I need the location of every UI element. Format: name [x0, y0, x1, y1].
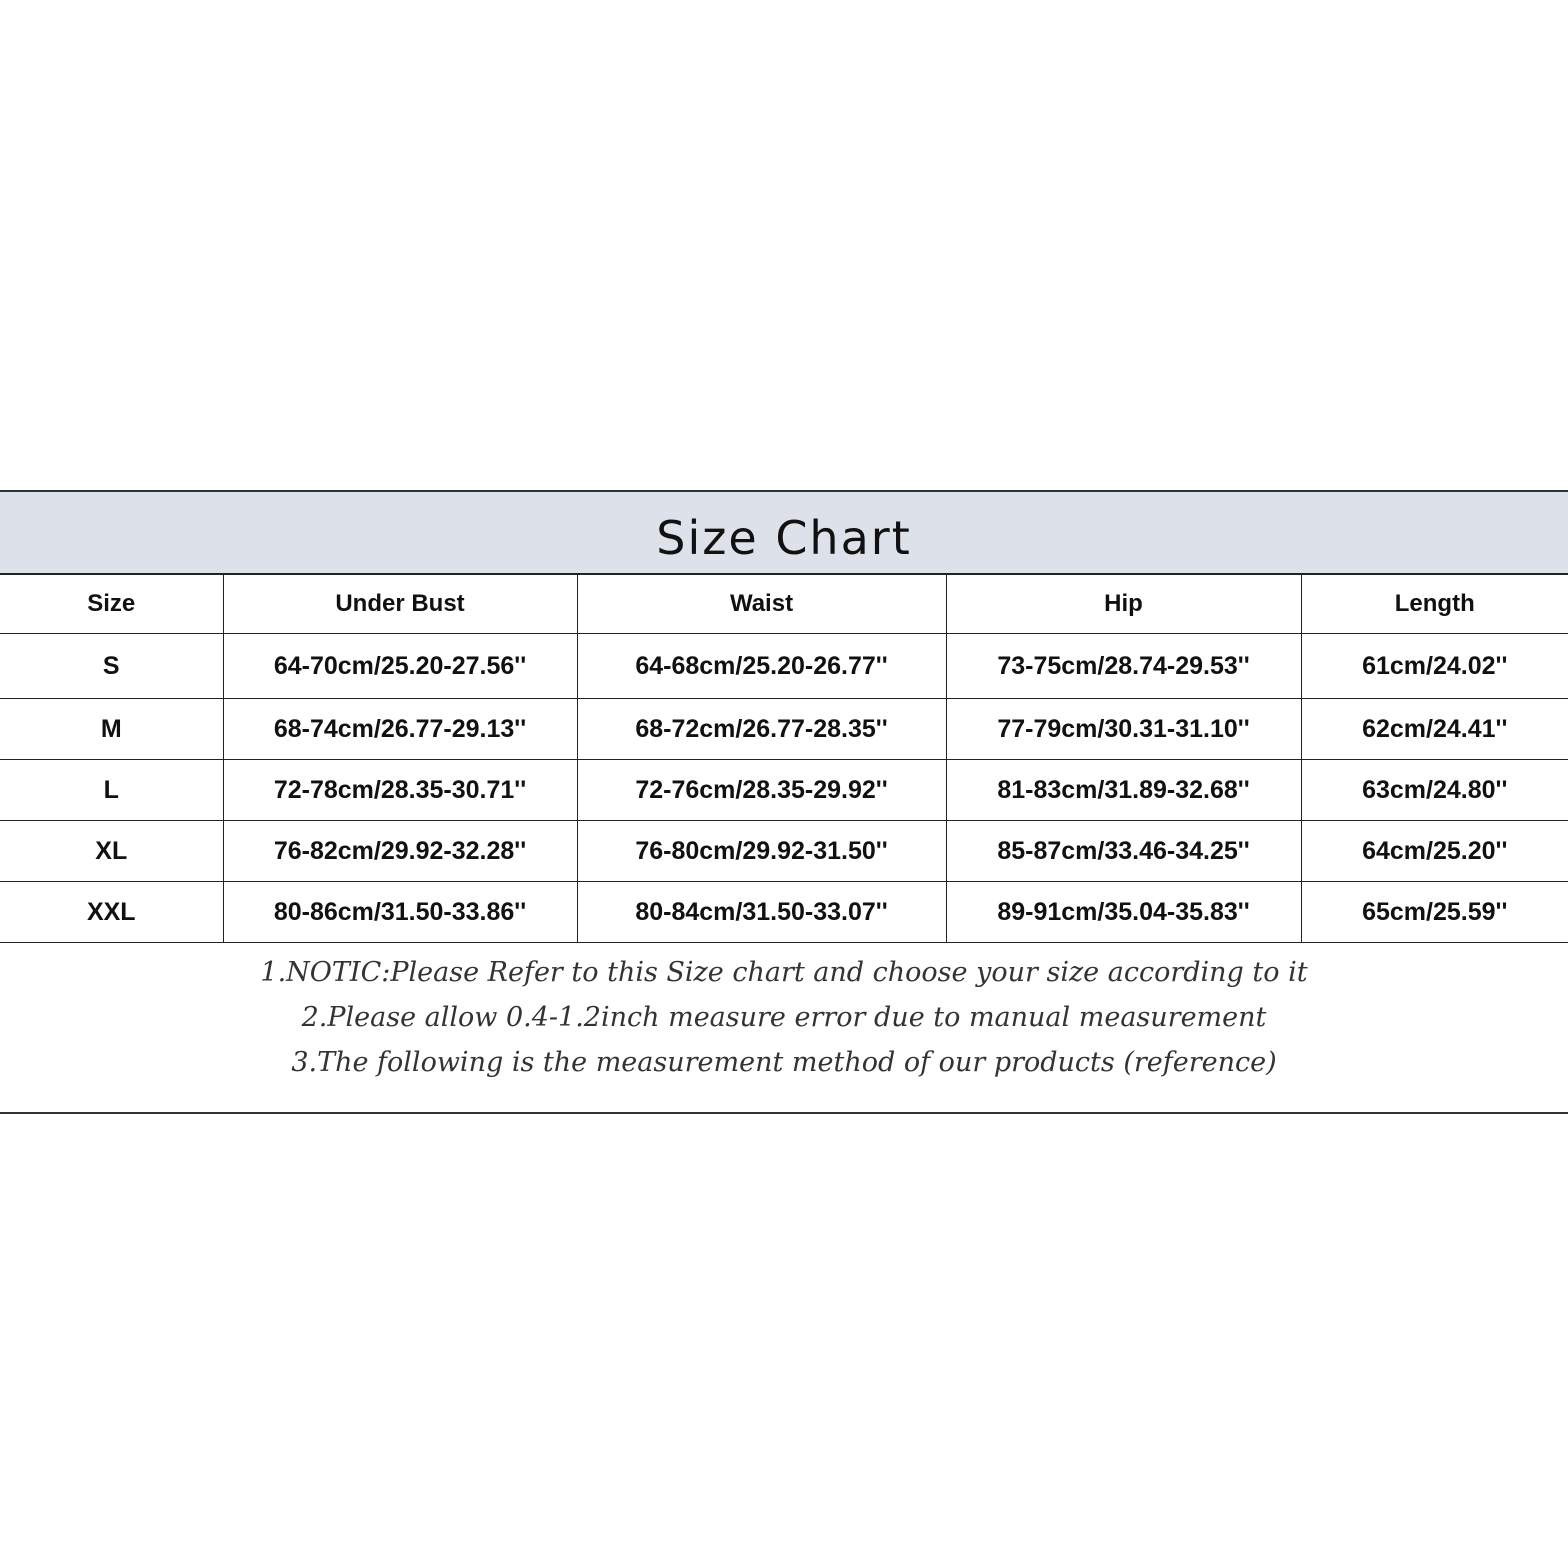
header-under-bust: Under Bust	[223, 575, 577, 634]
note-3: 3.The following is the measurement method of our products (reference)	[291, 1047, 1277, 1078]
cell-under-bust: 64-70cm/25.20-27.56''	[223, 634, 577, 699]
note-1: 1.NOTIC:Please Refer to this Size chart and choose your size according to it	[260, 957, 1308, 988]
cell-hip: 89-91cm/35.04-35.83''	[946, 882, 1301, 943]
chart-title: Size Chart	[656, 511, 912, 565]
cell-hip: 85-87cm/33.46-34.25''	[946, 821, 1301, 882]
note-2: 2.Please allow 0.4-1.2inch measure error due to manual measurement	[301, 1002, 1267, 1033]
cell-under-bust: 72-78cm/28.35-30.71''	[223, 760, 577, 821]
cell-hip: 81-83cm/31.89-32.68''	[946, 760, 1301, 821]
cell-under-bust: 68-74cm/26.77-29.13''	[223, 699, 577, 760]
size-chart	[0, 490, 1568, 1114]
title-band	[0, 492, 1568, 575]
cell-under-bust: 76-82cm/29.92-32.28''	[223, 821, 577, 882]
cell-size: S	[0, 634, 223, 699]
cell-length: 61cm/24.02''	[1301, 634, 1568, 699]
cell-waist: 68-72cm/26.77-28.35''	[577, 699, 946, 760]
cell-length: 63cm/24.80''	[1301, 760, 1568, 821]
cell-size: L	[0, 760, 223, 821]
header-row	[0, 575, 1568, 634]
cell-waist: 64-68cm/25.20-26.77''	[577, 634, 946, 699]
header-size: Size	[0, 575, 223, 634]
cell-length: 62cm/24.41''	[1301, 699, 1568, 760]
cell-size: XXL	[0, 882, 223, 943]
table-row	[0, 821, 1568, 882]
cell-hip: 73-75cm/28.74-29.53''	[946, 634, 1301, 699]
table-row	[0, 760, 1568, 821]
table-row	[0, 634, 1568, 699]
cell-waist: 72-76cm/28.35-29.92''	[577, 760, 946, 821]
table-row	[0, 882, 1568, 943]
cell-length: 64cm/25.20''	[1301, 821, 1568, 882]
cell-size: M	[0, 699, 223, 760]
cell-waist: 76-80cm/29.92-31.50''	[577, 821, 946, 882]
table-row	[0, 699, 1568, 760]
header-waist: Waist	[577, 575, 946, 634]
size-table	[0, 575, 1568, 943]
cell-hip: 77-79cm/30.31-31.10''	[946, 699, 1301, 760]
header-hip: Hip	[946, 575, 1301, 634]
header-length: Length	[1301, 575, 1568, 634]
cell-size: XL	[0, 821, 223, 882]
cell-under-bust: 80-86cm/31.50-33.86''	[223, 882, 577, 943]
cell-length: 65cm/25.59''	[1301, 882, 1568, 943]
cell-waist: 80-84cm/31.50-33.07''	[577, 882, 946, 943]
notes	[0, 950, 1568, 1085]
